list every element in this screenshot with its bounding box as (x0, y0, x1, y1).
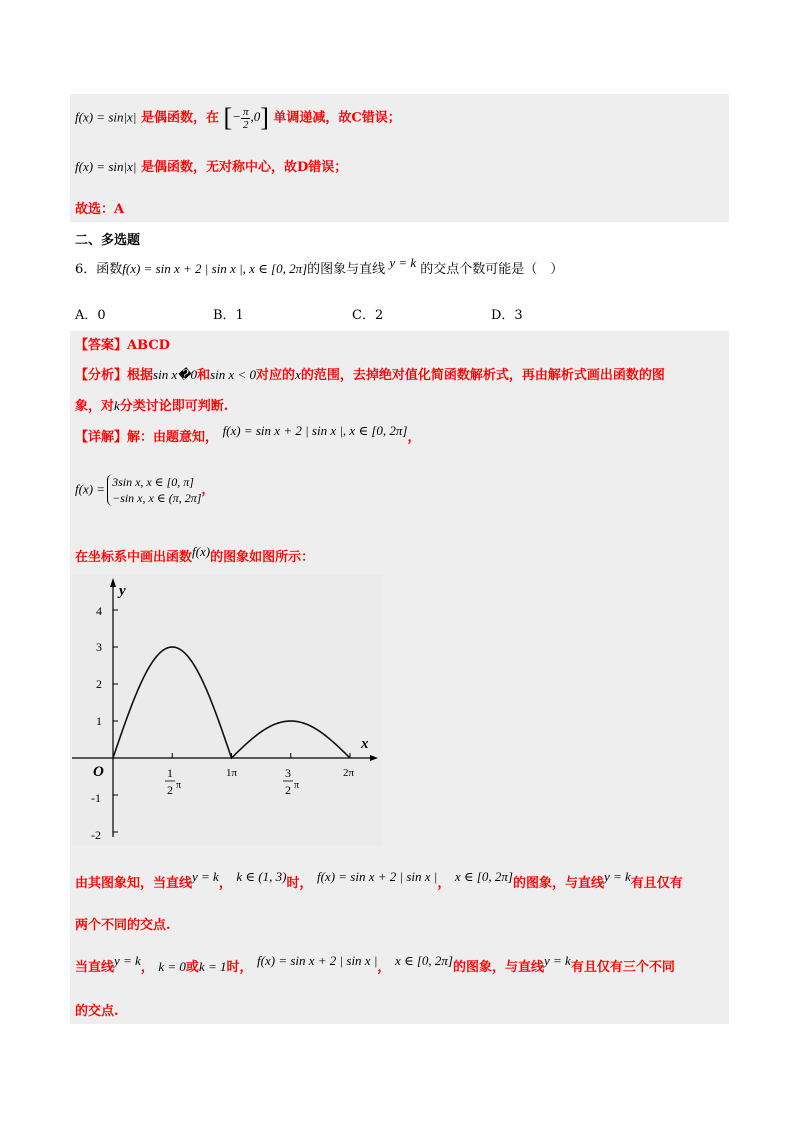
y-tick-3: 3 (96, 640, 102, 654)
conclusion-line-1: 由其图象知，当直线y = k， k ∈ (1, 3)时， f(x) = sin x + 2 | sin x |， x ∈ [0, 2π]的图象，与直线y = k有且仅有 (75, 869, 683, 891)
graph-background (72, 575, 383, 845)
x-tick-half-pi-num: 1 (167, 766, 173, 780)
function-graph (72, 575, 383, 845)
y-tick-1: 1 (96, 714, 102, 728)
y-tick-neg1: -1 (91, 791, 101, 805)
y-tick-neg2: -2 (91, 828, 101, 842)
option-c: C．2 (352, 308, 384, 323)
option-a: A．0 (75, 308, 106, 323)
x-tick-3half-pi-den: 2 (285, 783, 291, 797)
detail-line: 【详解】解：由题意知， f(x) = sin x + 2 | sin x |, x ∈ [0, 2π]， (75, 423, 421, 445)
solution-line-2: f(x) = sin|x| 是偶函数，无对称中心，故D错误； (75, 159, 348, 175)
conclusion-line-3: 当直线y = k， k = 0或k = 1时， f(x) = sin x + 2 | sin x |， x ∈ [0, 2π]的图象，与直线y = k有且仅有三个不同 (75, 953, 675, 975)
x-tick-3half-pi-sym: π (294, 780, 300, 791)
conclusion-line-4: 的交点. (75, 1004, 119, 1019)
y-tick-2: 2 (96, 677, 102, 691)
x-tick-half-pi-sym: π (176, 780, 182, 791)
y-axis-label: y (119, 583, 126, 599)
solution-line-3: 故选：A (75, 202, 125, 217)
x-axis-label: x (361, 736, 369, 752)
answer-line: 【答案】ABCD (75, 338, 170, 353)
y-tick-4: 4 (96, 604, 102, 618)
x-tick-2pi: 2π (343, 767, 355, 779)
conclusion-line-2: 两个不同的交点. (75, 918, 171, 933)
x-tick-half-pi-den: 2 (167, 783, 173, 797)
option-b: B．1 (213, 308, 244, 323)
x-tick-3half-pi-num: 3 (285, 766, 291, 780)
draw-line: 在坐标系中画出函数f(x)的图象如图所示： (75, 544, 315, 565)
question-6: 6．函数f(x) = sin x + 2 | sin x |, x ∈ [0, 2π]的图象与直线 y = k 的交点个数可能是（ ） (75, 255, 564, 277)
math-interval: [− $\frac{\pi}{2},0$] (223, 103, 269, 133)
option-d: D．3 (491, 308, 523, 323)
section-heading: 二、多选题 (75, 233, 141, 248)
origin-label: O (93, 764, 104, 780)
math-func: f(x) = sin|x| (75, 109, 137, 125)
analysis-line-1: 【分析】根据sin x�0和sin x < 0对应的x的范围，去掉绝对值化简函数解析式，再由解析式画出函数的图 (75, 367, 665, 383)
analysis-line-2: 象，对k分类讨论即可判断. (75, 398, 229, 414)
piecewise-definition: f(x) = 3sin x, x ∈ [0, π] −sin x, x ∈ (π, 2π] ， (75, 475, 215, 505)
x-tick-pi: 1π (226, 767, 238, 779)
solution-line-1: f(x) = sin|x| 是偶函数，在 [− $\frac{\pi}{2},0$] 单调递减，故C错误； (75, 103, 401, 133)
